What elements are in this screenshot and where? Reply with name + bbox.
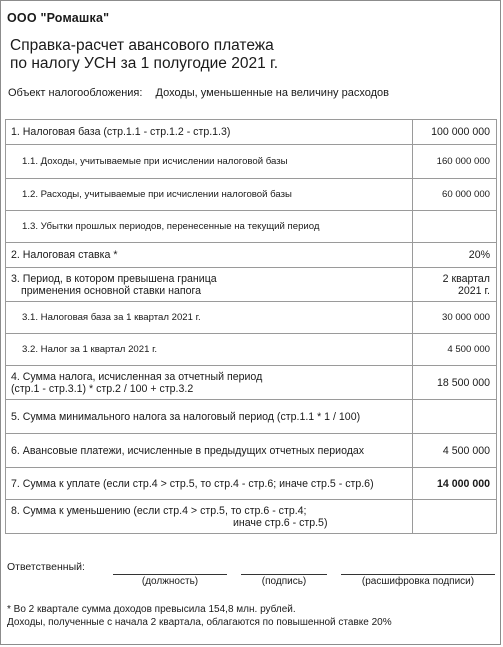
taxation-object-label: Объект налогообложения: xyxy=(8,87,143,99)
signature-line xyxy=(241,574,327,575)
row-8-label xyxy=(6,500,413,534)
footnote-line-1: * Во 2 квартале сумма доходов превысила 154,8 млн. рублей. xyxy=(7,604,296,615)
row-1-1-value: 160 000 000 xyxy=(413,145,497,179)
taxation-object-value: Доходы, уменьшенные на величину расходов xyxy=(155,87,389,99)
document-title xyxy=(10,37,278,73)
row-4-label-line-1: 4. Сумма налога, исчисленная за отчетный период xyxy=(11,370,263,383)
row-1-label: 1. Налоговая база (стр.1.1 - стр.1.2 - стр.1.3) xyxy=(6,120,413,145)
table-row xyxy=(6,500,497,534)
row-1-3-label: 1.3. Убытки прошлых периодов, перенесенные на текущий период xyxy=(6,211,413,243)
row-3-label-line-1: 3. Период, в котором превышена граница xyxy=(11,272,217,285)
signature-label: Ответственный: xyxy=(7,561,85,573)
footnote-line-2: Доходы, полученные с начала 2 квартала, облагаются по повышенной ставке 20% xyxy=(7,616,392,628)
row-8-label-line-1: 8. Сумма к уменьшению (если стр.4 > стр.5, то стр.6 - стр.4; xyxy=(11,504,307,517)
row-4-label-line-2: (стр.1 - стр.3.1) * стр.2 / 100 + стр.3.2 xyxy=(11,382,194,395)
row-3-label xyxy=(6,268,413,302)
table-row xyxy=(6,145,497,179)
table-row xyxy=(6,434,497,468)
row-7-label: 7. Сумма к уплате (если стр.4 > стр.5, то стр.4 - стр.6; иначе стр.5 - стр.6) xyxy=(6,468,413,500)
row-3-1-value: 30 000 000 xyxy=(413,302,497,334)
row-3-1-label: 3.1. Налоговая база за 1 квартал 2021 г. xyxy=(6,302,413,334)
table-row xyxy=(6,243,497,268)
row-1-3-value xyxy=(413,211,497,243)
row-2-value: 20% xyxy=(413,243,497,268)
table-row xyxy=(6,468,497,500)
table-row xyxy=(6,366,497,400)
full-name-caption: (расшифровка подписи) xyxy=(361,576,475,587)
table-row xyxy=(6,268,497,302)
table-row xyxy=(6,302,497,334)
row-5-value xyxy=(413,400,497,434)
table-row xyxy=(6,120,497,145)
table-row xyxy=(6,400,497,434)
row-3-value-line-1: 2 квартал xyxy=(442,272,490,285)
row-4-label xyxy=(6,366,413,400)
row-3-value xyxy=(413,268,497,302)
taxation-object xyxy=(8,87,389,99)
row-6-value: 4 500 000 xyxy=(413,434,497,468)
position-line xyxy=(113,574,227,575)
calculation-table xyxy=(5,119,497,534)
row-3-2-value: 4 500 000 xyxy=(413,334,497,366)
row-1-1-label: 1.1. Доходы, учитываемые при исчислении налоговой базы xyxy=(6,145,413,179)
row-8-value xyxy=(413,500,497,534)
table-row xyxy=(6,211,497,243)
full-name-line xyxy=(341,574,495,575)
row-1-2-label: 1.2. Расходы, учитываемые при исчислении налоговой базы xyxy=(6,179,413,211)
row-3-label-line-2: применения основной ставки напога xyxy=(21,284,202,297)
table-row xyxy=(6,334,497,366)
row-7-value: 14 000 000 xyxy=(413,468,497,500)
footnote xyxy=(7,604,392,629)
row-3-value-line-2: 2021 г. xyxy=(457,284,490,297)
row-6-label: 6. Авансовые платежи, исчисленные в предыдущих отчетных периодах xyxy=(6,434,413,468)
row-5-label: 5. Сумма минимального налога за налоговый период (стр.1.1 * 1 / 100) xyxy=(6,400,413,434)
row-2-label: 2. Налоговая ставка * xyxy=(6,243,413,268)
row-1-2-value: 60 000 000 xyxy=(413,179,497,211)
row-3-2-label: 3.2. Налог за 1 квартал 2021 г. xyxy=(6,334,413,366)
position-caption: (должность) xyxy=(141,576,199,587)
title-line-1: Справка-расчет авансового платежа xyxy=(10,37,274,54)
row-1-value: 100 000 000 xyxy=(413,120,497,145)
signature-caption: (подпись) xyxy=(261,576,307,587)
row-8-label-line-2: иначе стр.6 - стр.5) xyxy=(233,516,328,529)
organization-name: ООО "Ромашка" xyxy=(7,11,110,25)
row-4-value: 18 500 000 xyxy=(413,366,497,400)
table-row xyxy=(6,179,497,211)
title-line-2: по налогу УСН за 1 полугодие 2021 г. xyxy=(10,55,279,72)
